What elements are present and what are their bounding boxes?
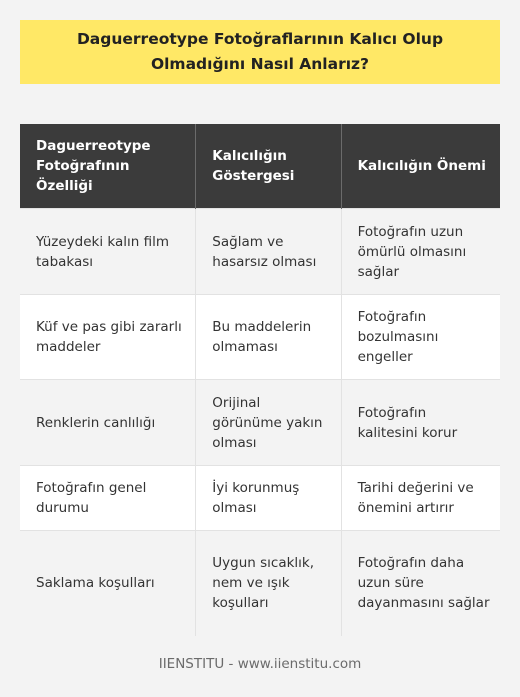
title-banner bbox=[20, 20, 500, 84]
table-row bbox=[20, 531, 500, 636]
table-row bbox=[20, 209, 500, 295]
page-title: Daguerreotype Fotoğraflarının Kalıcı Olup Olmadığını Nasıl Anlarız? bbox=[76, 30, 444, 73]
table-cell: Fotoğrafın daha uzun süre dayanmasını sağlar bbox=[341, 531, 500, 636]
table-cell: Yüzeydeki kalın film tabakası bbox=[20, 209, 196, 295]
table-cell: Renklerin canlılığı bbox=[20, 380, 196, 466]
table-cell: Fotoğrafın bozulmasını engeller bbox=[341, 295, 500, 380]
column-header: Kalıcılığın Göstergesi bbox=[196, 124, 341, 209]
table-row bbox=[20, 466, 500, 531]
table-header-row bbox=[20, 124, 500, 209]
table-cell: İyi korunmuş olması bbox=[196, 466, 341, 531]
table-cell: Tarihi değerini ve önemini artırır bbox=[341, 466, 500, 531]
table-row bbox=[20, 380, 500, 466]
data-table bbox=[20, 124, 500, 636]
table-cell: Uygun sıcaklık, nem ve ışık koşulları bbox=[196, 531, 341, 636]
table-cell: Bu maddelerin olmaması bbox=[196, 295, 341, 380]
table-cell: Saklama koşulları bbox=[20, 531, 196, 636]
table-cell: Sağlam ve hasarsız olması bbox=[196, 209, 341, 295]
table-cell: Fotoğrafın uzun ömürlü olmasını sağlar bbox=[341, 209, 500, 295]
table-cell: Küf ve pas gibi zararlı maddeler bbox=[20, 295, 196, 380]
footer-credit: IIENSTITU - www.iienstitu.com bbox=[158, 656, 362, 672]
table-cell: Fotoğrafın kalitesini korur bbox=[341, 380, 500, 466]
column-header: Kalıcılığın Önemi bbox=[341, 124, 500, 209]
table-cell: Fotoğrafın genel durumu bbox=[20, 466, 196, 531]
column-header: Daguerreotype Fotoğrafının Özelliği bbox=[20, 124, 196, 209]
table-cell: Orijinal görünüme yakın olması bbox=[196, 380, 341, 466]
table-row bbox=[20, 295, 500, 380]
